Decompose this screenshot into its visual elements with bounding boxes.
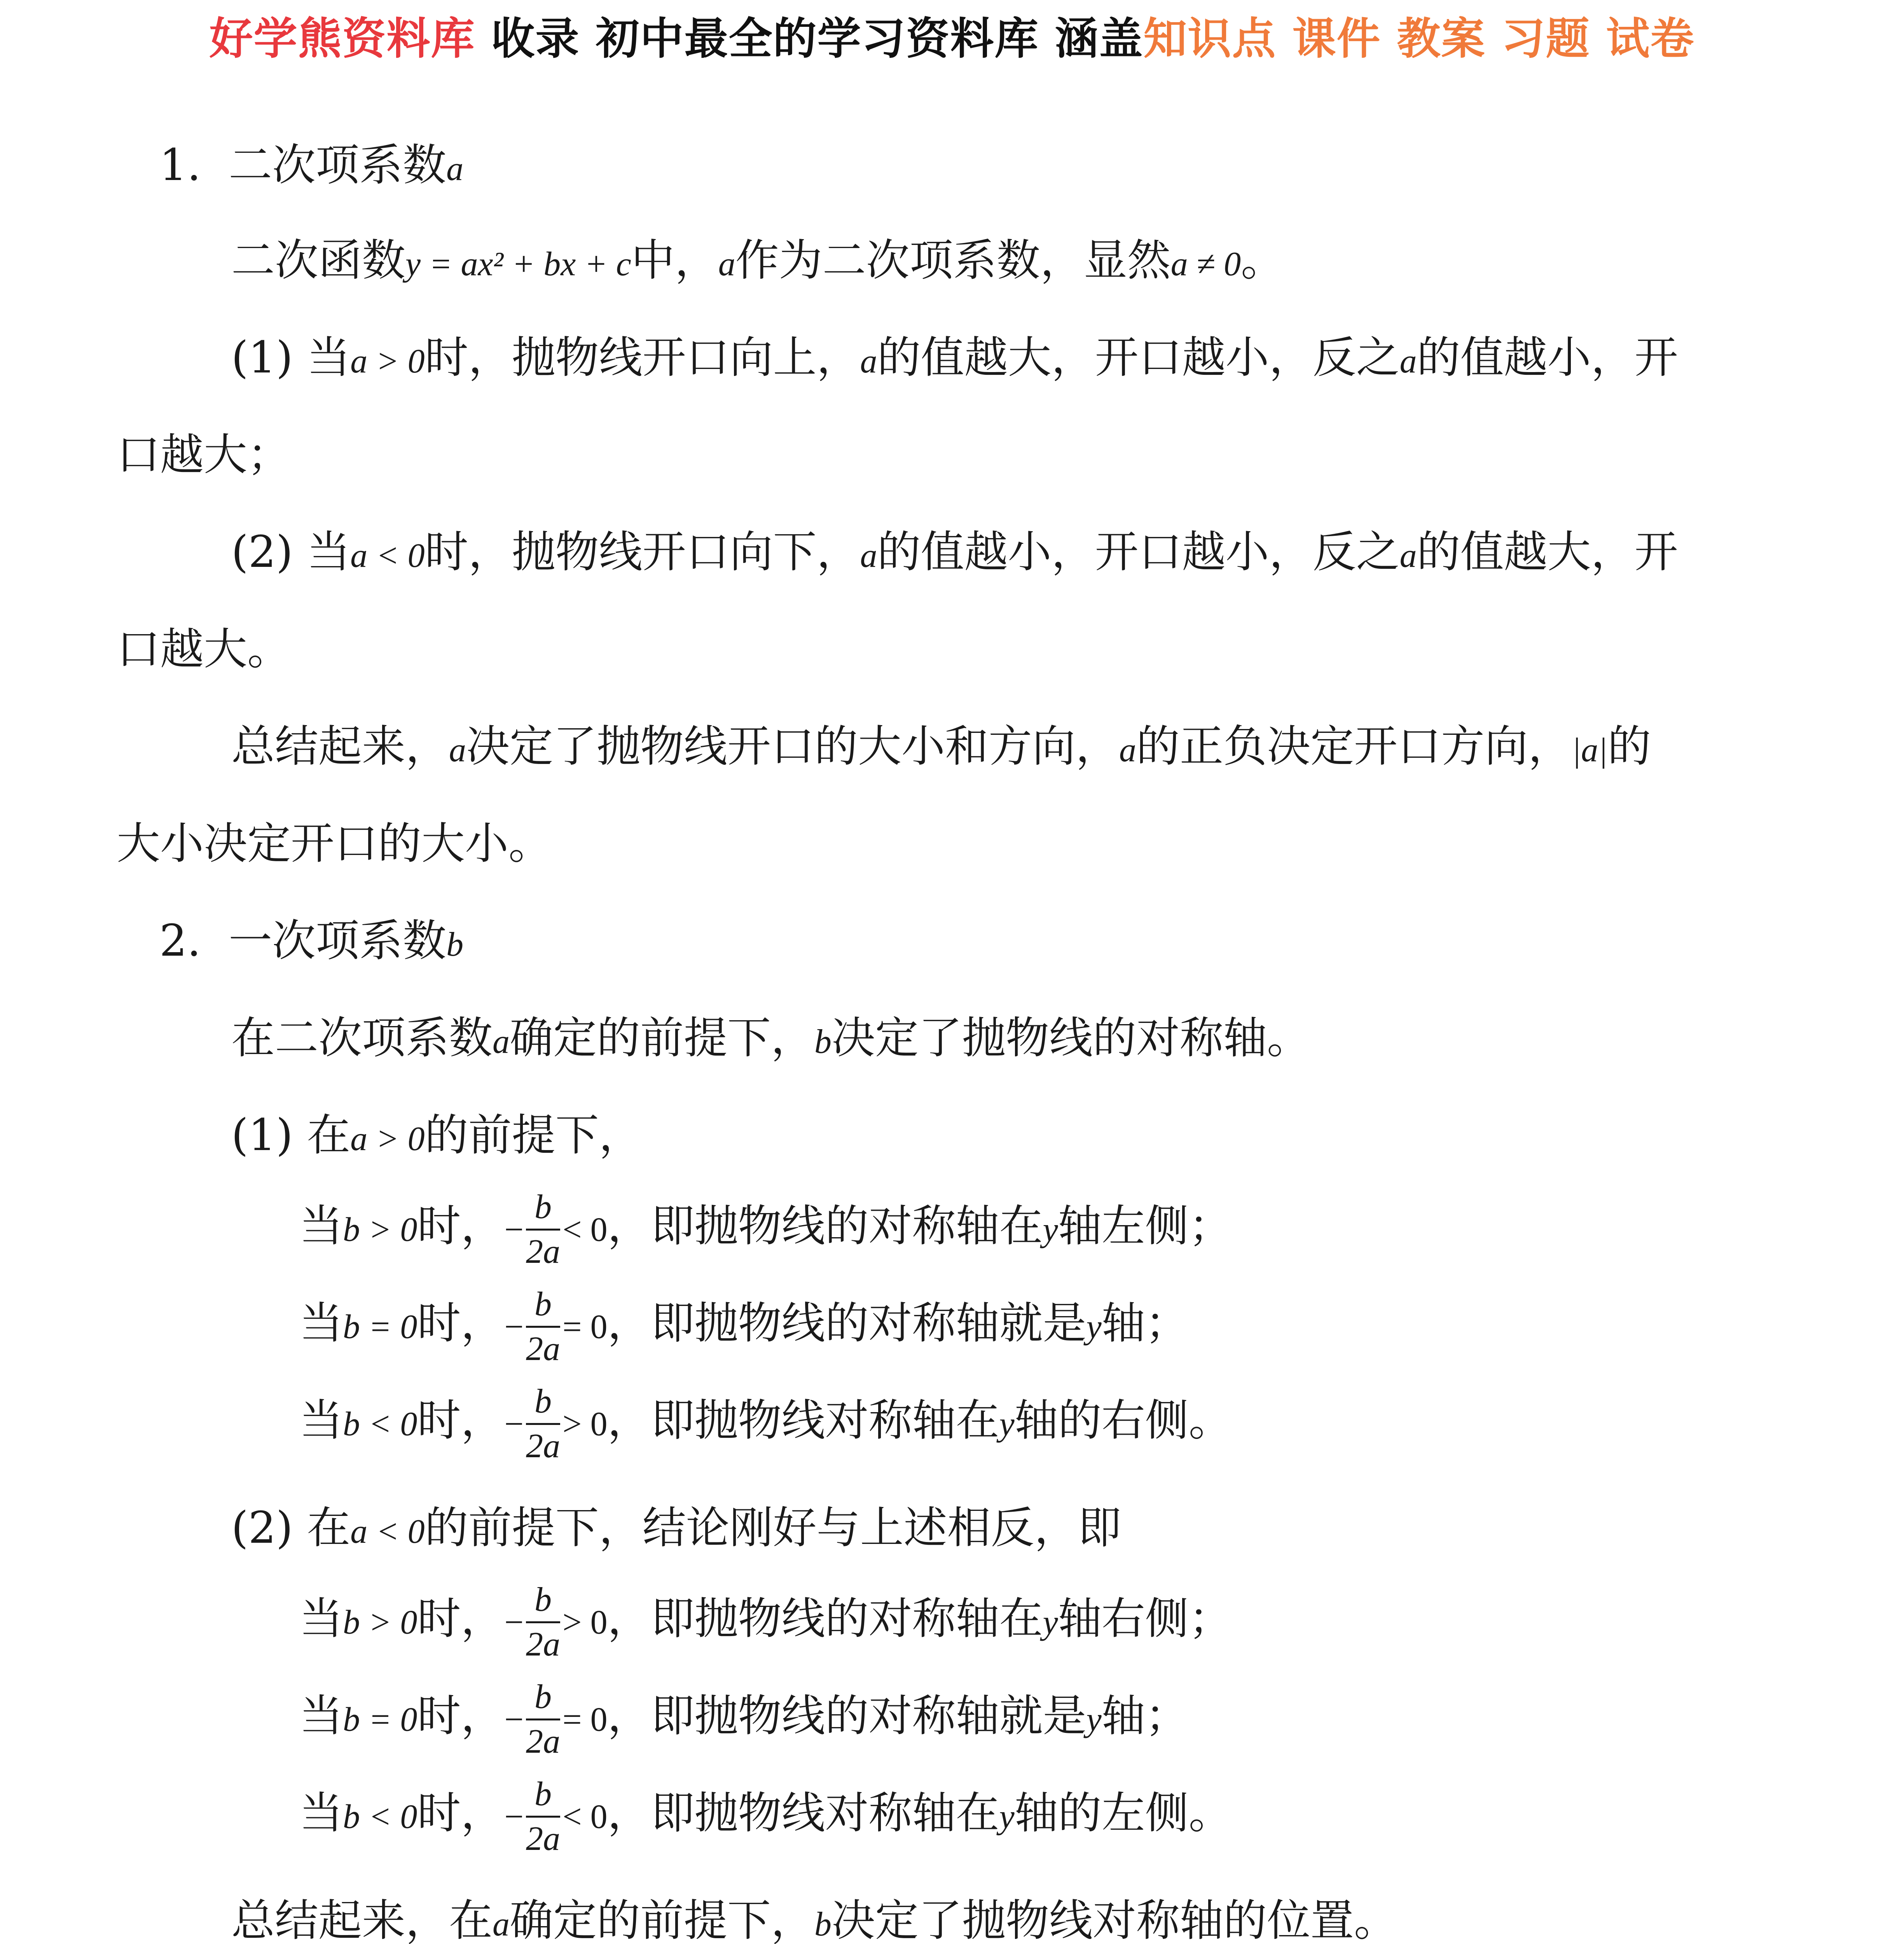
math-var: y: [999, 1405, 1015, 1443]
fraction-denominator: 2a: [526, 1820, 561, 1858]
math-var: y: [1086, 1701, 1102, 1739]
text-run: 的: [1607, 721, 1651, 772]
text-run: 轴的左侧。: [1014, 1788, 1232, 1839]
fraction-numerator: b: [526, 1676, 560, 1720]
math-var: b: [814, 1023, 831, 1061]
section-2-heading: [159, 912, 463, 974]
rule-line: [299, 1186, 1232, 1273]
text-run: 大小决定开口的大小。: [117, 818, 552, 869]
text-run: 时，: [417, 1788, 505, 1839]
math-var: y: [1043, 1603, 1058, 1642]
math-var: y: [1043, 1211, 1058, 1249]
fraction-denominator: 2a: [526, 1330, 561, 1368]
math-relation: = 0: [562, 1308, 608, 1346]
rule-line: [299, 1676, 1189, 1763]
math-condition: b < 0: [343, 1798, 417, 1836]
text-run: 时，: [417, 1691, 505, 1741]
text-run: 决定了抛物线开口的大小和方向，: [466, 721, 1119, 772]
text-run: 当: [299, 1298, 343, 1349]
math-var: b: [446, 926, 464, 963]
math-condition: b = 0: [343, 1701, 417, 1739]
item-label: (1): [231, 332, 293, 383]
text-run: 时，抛物线开口向上，: [424, 332, 860, 383]
text-run: 轴；: [1101, 1691, 1189, 1741]
rule-line: [299, 1579, 1232, 1666]
text-run: 轴；: [1101, 1298, 1189, 1349]
text-run: 口越大；: [117, 430, 291, 480]
math-var: a: [449, 731, 466, 769]
text-run: 在: [307, 1503, 351, 1553]
text-run: 当: [299, 1395, 343, 1446]
text-run: ，即抛物线对称轴在: [607, 1788, 999, 1839]
text-run: 时，: [417, 1395, 505, 1446]
text-run: 作为二次项系数，显然: [735, 235, 1171, 286]
text-run: 轴的右侧。: [1014, 1395, 1232, 1446]
paragraph-line: [231, 523, 1678, 585]
section-number: 2.: [159, 916, 201, 966]
text-run: ，即抛物线对称轴在: [607, 1395, 999, 1446]
text-run: ，即抛物线的对称轴在: [607, 1201, 1043, 1252]
math-var: a: [860, 537, 877, 575]
text-run: 的值越大，开: [1417, 527, 1678, 577]
math-condition: b = 0: [343, 1308, 417, 1346]
math-relation: > 0: [562, 1405, 608, 1443]
fraction: [526, 1283, 560, 1371]
banner-brand: 好学熊资料库: [209, 14, 475, 64]
text-run: 当: [307, 527, 351, 577]
paragraph-line: [117, 815, 552, 873]
paragraph-line: [231, 717, 1651, 780]
text-run: 。: [1241, 235, 1285, 286]
math-abs: |a|: [1572, 731, 1608, 769]
text-run: 总结起来，在: [231, 1895, 493, 1944]
math-var: a: [493, 1023, 510, 1061]
math-relation: > 0: [562, 1603, 608, 1642]
paragraph-line: [231, 1009, 1310, 1071]
item-label: (2): [231, 1503, 293, 1553]
math-condition: b > 0: [343, 1211, 417, 1249]
section-1-heading: [159, 136, 463, 198]
text-run: 当: [299, 1593, 343, 1644]
formula: y = ax² + bx + c: [405, 245, 631, 283]
section-title: 一次项系数: [229, 916, 447, 966]
math-var: a: [446, 150, 464, 188]
item-label: (1): [231, 1110, 293, 1161]
math-condition: a > 0: [350, 1120, 425, 1158]
fraction-numerator: b: [526, 1579, 560, 1623]
fraction-numerator: b: [526, 1186, 560, 1231]
text-run: 时，: [417, 1593, 505, 1644]
section-number: 1.: [159, 140, 201, 191]
math-relation: < 0: [562, 1211, 608, 1249]
section-title: 二次项系数: [229, 140, 447, 191]
fraction-denominator: 2a: [526, 1233, 561, 1271]
math-condition: a < 0: [350, 1513, 425, 1551]
rule-line: [299, 1380, 1232, 1468]
minus-sign: −: [504, 1308, 524, 1346]
math-var: a: [1399, 537, 1417, 575]
rule-line: [299, 1773, 1232, 1860]
banner-topics: 知识点 课件 教案 习题 试卷: [1143, 14, 1695, 64]
fraction-denominator: 2a: [526, 1626, 561, 1663]
text-run: 在: [307, 1110, 351, 1161]
minus-sign: −: [504, 1603, 524, 1642]
text-run: 时，: [417, 1298, 505, 1349]
text-run: 的前提下，: [424, 1110, 643, 1161]
text-run: 当: [299, 1201, 343, 1252]
text-run: 在二次项系数: [231, 1013, 493, 1063]
text-run: 轴左侧；: [1058, 1201, 1232, 1252]
text-run: 的值越小，开口越小，反之: [877, 527, 1400, 577]
text-run: 决定了抛物线对称轴的位置。: [831, 1895, 1397, 1944]
minus-sign: −: [504, 1405, 524, 1443]
math-condition: b > 0: [343, 1603, 417, 1642]
fraction: [526, 1380, 560, 1468]
text-run: 当: [299, 1691, 343, 1741]
rule-line: [299, 1283, 1189, 1371]
text-run: 的值越小，开: [1417, 332, 1678, 383]
paragraph-line: [117, 620, 291, 678]
math-condition: a > 0: [350, 343, 425, 380]
math-relation: < 0: [562, 1798, 608, 1836]
math-condition: a < 0: [350, 537, 425, 575]
math-var: y: [999, 1798, 1015, 1836]
text-run: ，即抛物线的对称轴就是: [607, 1691, 1087, 1741]
math-var: a: [718, 245, 735, 283]
fraction: [526, 1773, 560, 1860]
text-run: ，即抛物线的对称轴在: [607, 1593, 1043, 1644]
math-var: y: [1086, 1308, 1102, 1346]
text-run: 二次函数: [231, 235, 405, 286]
text-run: ，即抛物线的对称轴就是: [607, 1298, 1087, 1349]
fraction: [526, 1676, 560, 1763]
math-var: a: [1119, 731, 1136, 769]
text-run: 中，: [631, 235, 718, 286]
text-run: 确定的前提下，: [510, 1895, 814, 1944]
math-var: a: [493, 1906, 510, 1943]
fraction-numerator: b: [526, 1283, 560, 1328]
math-relation: = 0: [562, 1701, 608, 1739]
paragraph-line: [231, 231, 1284, 294]
text-run: 当: [307, 332, 351, 383]
text-run: 决定了抛物线的对称轴。: [831, 1013, 1310, 1063]
paragraph-line: [117, 426, 291, 484]
text-run: 的正负决定开口方向，: [1136, 721, 1572, 772]
text-run: 的前提下，结论刚好与上述相反，即: [424, 1503, 1121, 1553]
math-var: b: [814, 1906, 831, 1943]
fraction-denominator: 2a: [526, 1723, 561, 1760]
paragraph-line: [231, 1499, 1121, 1561]
paragraph-line: [231, 1892, 1397, 1944]
minus-sign: −: [504, 1701, 524, 1739]
minus-sign: −: [504, 1211, 524, 1249]
math-condition: b < 0: [343, 1405, 417, 1443]
text-run: 时，抛物线开口向下，: [424, 527, 860, 577]
text-run: 总结起来，: [231, 721, 449, 772]
text-run: 当: [299, 1788, 343, 1839]
item-label: (2): [231, 527, 293, 577]
paragraph-line: [231, 1106, 643, 1168]
text-run: 确定的前提下，: [510, 1013, 814, 1063]
fraction-denominator: 2a: [526, 1427, 561, 1465]
fraction-numerator: b: [526, 1380, 560, 1425]
math-var: a: [860, 343, 877, 380]
fraction: [526, 1186, 560, 1273]
header-banner: [0, 12, 1904, 66]
text-run: 的值越大，开口越小，反之: [877, 332, 1400, 383]
text-run: 口越大。: [117, 624, 291, 675]
text-run: 时，: [417, 1201, 505, 1252]
fraction: [526, 1579, 560, 1666]
paragraph-line: [231, 329, 1678, 391]
minus-sign: −: [504, 1798, 524, 1836]
banner-middle: 收录 初中最全的学习资料库 涵盖: [475, 14, 1144, 64]
text-run: 轴右侧；: [1058, 1593, 1232, 1644]
math-condition: a ≠ 0: [1170, 245, 1241, 283]
math-var: a: [1399, 343, 1417, 380]
fraction-numerator: b: [526, 1773, 560, 1818]
